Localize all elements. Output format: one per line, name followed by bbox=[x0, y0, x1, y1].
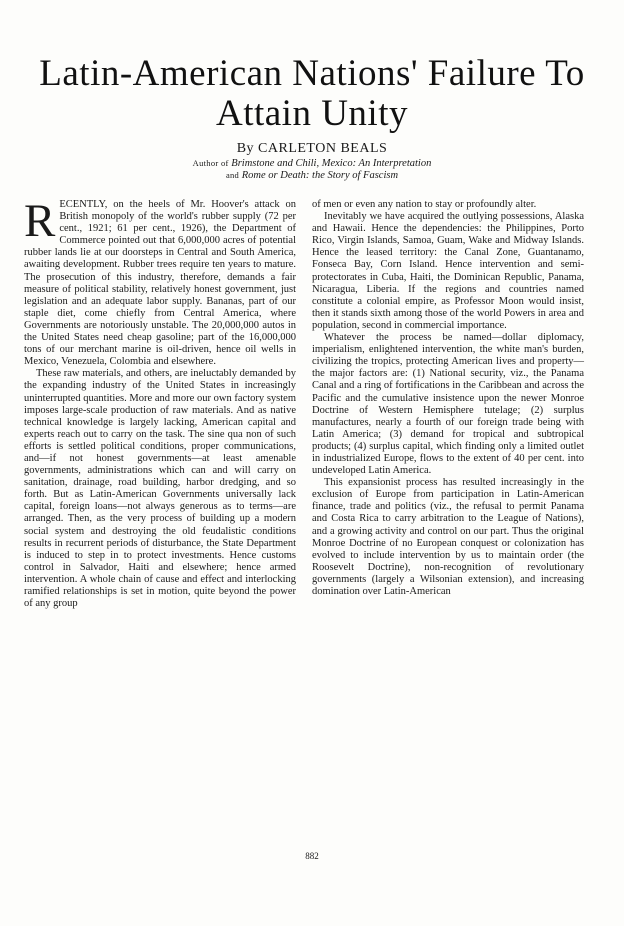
left-column bbox=[24, 195, 296, 610]
drop-cap: R bbox=[24, 195, 56, 247]
paragraph bbox=[24, 195, 296, 368]
article-title-line-1: Latin-American Nations' Failure To bbox=[39, 53, 585, 94]
paragraph: This expansionist process has resulted increasingly in the exclusion of Europe from participation in Latin-American finance, trade and politics (viz., the refusal to permit Panama and Costa Rica to carry arbitration to the League of Nations), and a growing activity and control on our part. Thus the original Monroe Doctrine of no European conquest or colonization has evolved to include intervention by us to maintain order (the Roosevelt Doctrine), non-recognition of revolutionary governments (largely a Wilsonian extension), and increasing domination over Latin-American bbox=[312, 477, 584, 597]
author-of-label: Author of bbox=[192, 158, 229, 168]
and-label: and bbox=[225, 170, 240, 180]
right-column bbox=[312, 199, 584, 598]
article-title-line-2: Attain Unity bbox=[215, 93, 408, 134]
author-works-part-1: Brimstone and Chili, Mexico: An Interpretation bbox=[231, 158, 432, 169]
byline: By CARLETON BEALS bbox=[236, 141, 388, 156]
author-credits-line-2 bbox=[0, 171, 624, 182]
paragraph: Whatever the process be named—dollar diplomacy, imperialism, enlightened intervention, the white man's burden, civilizing the tropics, protecting American lives and property—the major factors are: (1) National security, viz., the Panama Canal and a ring of fortifications in the Caribbean and across the Pacific and the cumulative insistence upon the newer Monroe Doctrine of Western Hemisphere tutelage; (2) surplus manufactures, nearly a fourth of our foreign trade being with Latin America; (3) demand for tropical and subtropical products; (4) surplus capital, which finding only a limited outlet in industrialized Europe, flows to the extent of 40 per cent. into undeveloped Latin America. bbox=[312, 332, 584, 477]
paragraph: Inevitably we have acquired the outlying possessions, Alaska and Hawaii. Hence the dependencies: the Philippines, Porto Rico, Virgin Islands, Samoa, Guam, Wake and Midway Islands. Hence the leased territory: the Canal Zone, Guantanamo, Fonseca Bay, Corn Island. Hence intervention and semi-protectorates in Cuba, Haiti, the Dominican Republic, Panama, Nicaragua, Liberia. If the regions and countries named constitute a colonial empire, as Professor Moon would insist, then it stands sixth among those of the world Powers in area and population, second in commercial importance. bbox=[312, 211, 584, 331]
author-works-part-2: Rome or Death: the Story of Fascism bbox=[241, 170, 399, 181]
paragraph-text: ECENTLY, on the heels of Mr. Hoover's attack on British monopoly of the world's rubber supply (72 per cent., 1921; 61 per cent., 1926), the Department of Commerce pointed out that 6,000,000 acres of potential rubber lands lie at our doorsteps in Central and South America, awaiting development. Rubber trees require ten years to mature. The prosecution of this industry, therefore, demands a fair measure of political stability, relatively honest government, just legislation and an adequate labor supply. Bananas, part of our staple diet, come chiefly from Central America, where Governments are notoriously unstable. The 20,000,000 autos in the United States need cheap gasoline; part of the 16,000,000 tons of our merchant marine is oil-driven, hence oil wells in Mexico, Venezuela, Colombia and elsewhere. bbox=[24, 199, 296, 368]
paragraph: These raw materials, and others, are ineluctably demanded by the expanding industry of the United States in increasingly uninterrupted quantities. More and more our own factory system imposes large-scale production of raw materials. And as native technical knowledge is largely lacking, American capital and experts reach out to carry on the task. The sine qua non of such efforts is settled political conditions, proper communications, and—if not honest governments—at least amenable governments, administrations which can and will carry on sanitation, drainage, road building, harbor dredging, and so forth. But as Latin-American Governments universally lack capital, foreign loans—not always generous as to terms—are arranged. Then, as the very process of building up a modern social system and destroying the old feudalistic conditions results in recurrent periods of disturbance, the State Department is induced to step in to protect investments. Hence customs control in Salvador, Haiti and elsewhere; hence armed intervention. A whole chain of cause and effect and interlocking ramified relationships is set in motion, quite beyond the power of any group bbox=[24, 368, 296, 610]
page-number: 882 bbox=[305, 851, 319, 861]
paragraph: of men or even any nation to stay or profoundly alter. bbox=[312, 199, 537, 210]
author-credits-line-1 bbox=[0, 159, 624, 170]
